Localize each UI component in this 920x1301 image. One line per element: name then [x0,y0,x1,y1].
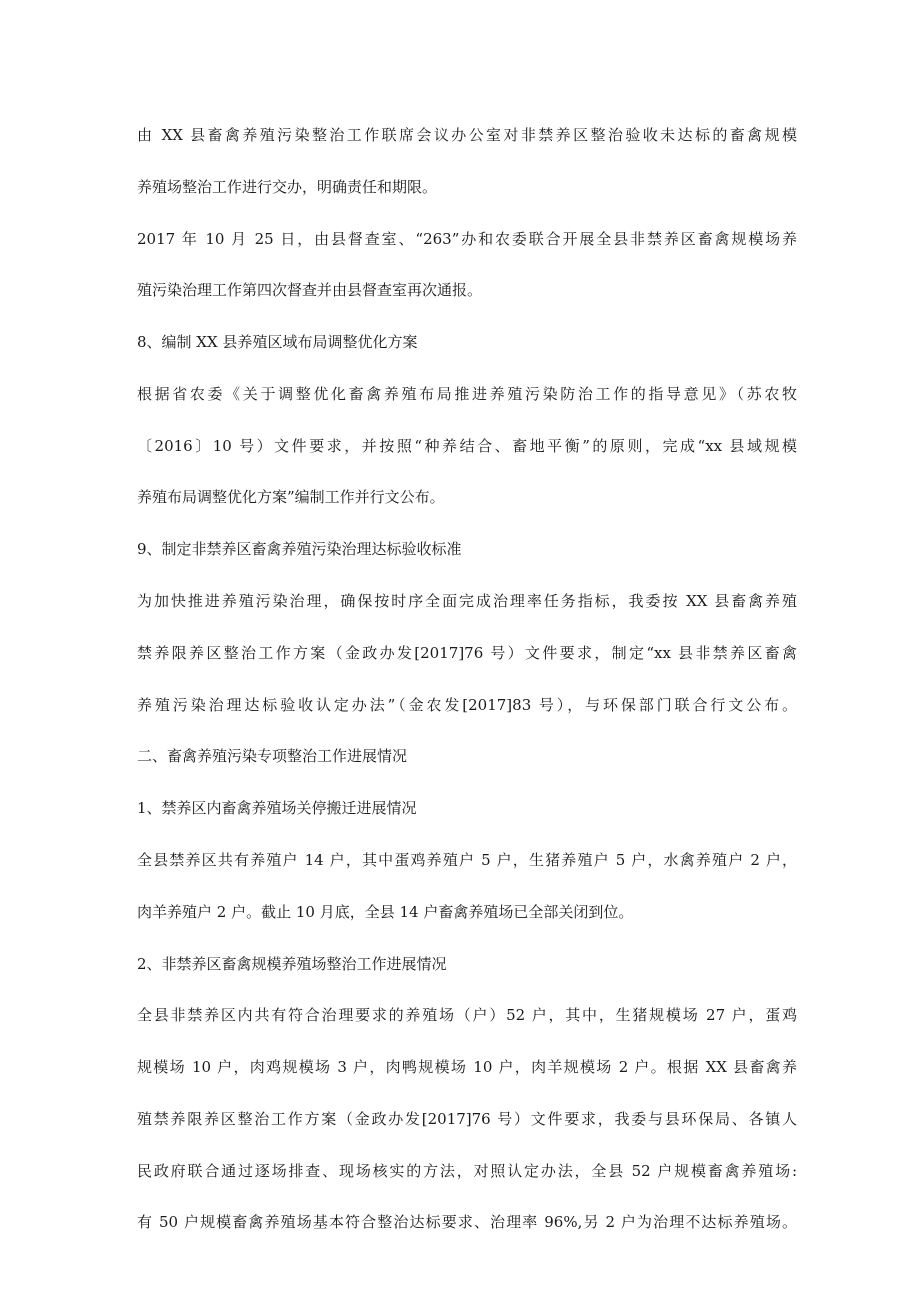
text-line-12: 养殖污染治理达标验收认定办法”（金农发[2017]83 号），与环保部门联合行文公布。 [137,695,797,714]
subsection-heading-2: 2、非禁养区畜禽规模养殖场整治工作进展情况 [137,954,447,973]
section-heading-2: 二、畜禽养殖污染专项整治工作进展情况 [137,747,408,766]
section-heading-8: 8、编制 XX 县养殖区域布局调整优化方案 [137,333,418,352]
text-line-10: 为加快推进养殖污染治理，确保按时序全面完成治理率任务指标，我委按 XX 县畜禽养殖 [137,592,797,611]
text-line-8: 养殖布局调整优化方案”编制工作并行文公布。 [137,488,445,507]
text-line-19: 规模场 10 户，肉鸡规模场 3 户，肉鸭规模场 10 户，肉羊规模场 2 户。根据 XX 县畜禽养 [137,1058,797,1077]
text-line-2: 养殖场整治工作进行交办，明确责任和期限。 [137,177,438,196]
text-line-16: 肉羊养殖户 2 户。截止 10 月底，全县 14 户畜禽养殖场已全部关闭到位。 [137,902,634,921]
text-line-1: 由 XX 县畜禽养殖污染整治工作联席会议办公室对非禁养区整治验收未达标的畜禽规模 [137,126,797,144]
text-line-11: 禁养限养区整治工作方案（金政办发[2017]76 号）文件要求，制定“xx 县非禁养区畜禽 [137,643,797,662]
text-line-20: 殖禁养限养区整治工作方案（金政办发[2017]76 号）文件要求，我委与县环保局、各镇人 [137,1109,797,1128]
section-heading-9: 9、制定非禁养区畜禽养殖污染治理达标验收标准 [137,540,462,559]
text-line-3: 2017 年 10 月 25 日，由县督查室、“263”办和农委联合开展全县非禁养区畜禽规模场养 [137,229,797,248]
text-line-7: 〔2016〕10 号）文件要求，并按照“种养结合、畜地平衡”的原则，完成“xx 县域规模 [137,436,797,455]
text-line-22: 有 50 户规模畜禽养殖场基本符合整治达标要求、治理率 96%,另 2 户为治理不达标养殖场。 [137,1213,797,1232]
text-line-18: 全县非禁养区内共有符合治理要求的养殖场（户）52 户，其中，生猪规模场 27 户，蛋鸡 [137,1006,797,1025]
subsection-heading-1: 1、禁养区内畜禽养殖场关停搬迁进展情况 [137,799,417,818]
text-line-6: 根据省农委《关于调整优化畜禽养殖布局推进养殖污染防治工作的指导意见》（苏农牧 [137,384,797,403]
text-line-15: 全县禁养区共有养殖户 14 户，其中蛋鸡养殖户 5 户，生猪养殖户 5 户，水禽养殖户 2 户， [137,850,797,869]
text-line-4: 殖污染治理工作第四次督查并由县督查室再次通报。 [137,281,483,300]
text-line-21: 民政府联合通过逐场排查、现场核实的方法，对照认定办法，全县 52 户规模畜禽养殖场: [137,1161,797,1180]
body-text [137,122,797,1236]
